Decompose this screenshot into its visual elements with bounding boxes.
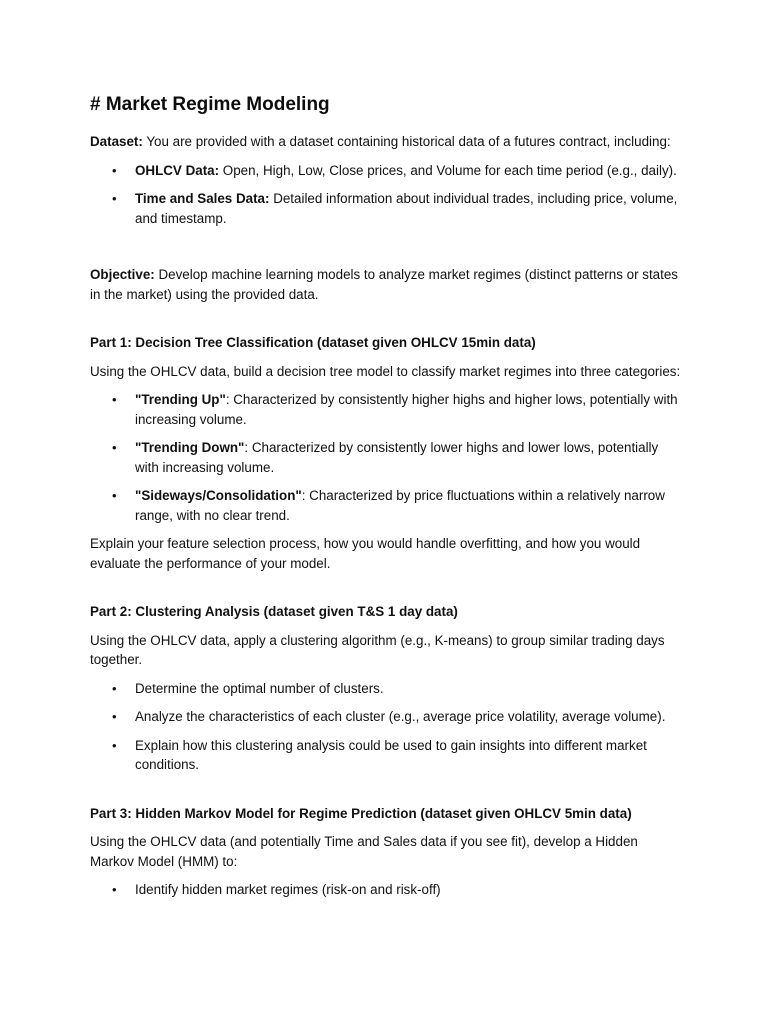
list-item bbox=[90, 189, 682, 228]
bullet-icon: • bbox=[112, 680, 117, 696]
bullet-icon: • bbox=[112, 882, 117, 897]
list-item-text: Explain how this clustering analysis could be used to gain insights into different market conditions. bbox=[135, 737, 647, 772]
list-item-text: Determine the optimal number of clusters. bbox=[135, 680, 384, 696]
list-item-label: Time and Sales Data: bbox=[135, 191, 270, 206]
bullet-icon: • bbox=[112, 440, 117, 455]
page-title: # Market Regime Modeling bbox=[90, 94, 330, 115]
spacer bbox=[90, 582, 682, 602]
part3-intro: Using the OHLCV data (and potentially Time and Sales data if you see fit), develop a Hidden Markov Model (HMM) to: bbox=[90, 834, 638, 869]
objective-label: Objective: bbox=[90, 267, 155, 282]
part1-outro: Explain your feature selection process, how you would handle overfitting, and how you would evaluate the performance of your model. bbox=[90, 536, 641, 571]
list-item bbox=[90, 161, 682, 181]
part2-heading: Part 2: Clustering Analysis (dataset given T&S 1 day data) bbox=[90, 604, 458, 619]
list-item-text: Identify hidden market regimes (risk-on and risk-off) bbox=[135, 882, 441, 897]
objective-paragraph bbox=[90, 265, 682, 304]
list-item-text: Open, High, Low, Close prices, and Volume for each time period (e.g., daily). bbox=[219, 162, 677, 178]
list-item bbox=[90, 707, 682, 727]
objective-text: Develop machine learning models to analyze market regimes (distinct patterns or states in the market) using the provided data. bbox=[90, 267, 678, 302]
spacer bbox=[90, 313, 682, 333]
dataset-paragraph bbox=[90, 132, 682, 152]
bullet-icon: • bbox=[112, 191, 117, 206]
list-item bbox=[90, 486, 682, 525]
spacer bbox=[90, 784, 682, 804]
list-item bbox=[90, 736, 682, 775]
part1-list bbox=[90, 390, 682, 525]
list-item-text: : Characterized by consistently lower highs and lower lows, potentially with increasing volume. bbox=[135, 440, 659, 475]
list-item-text: : Characterized by consistently higher highs and higher lows, potentially with increasing volume. bbox=[135, 392, 678, 427]
part1-heading: Part 1: Decision Tree Classification (dataset given OHLCV 15min data) bbox=[90, 335, 536, 350]
list-item bbox=[90, 880, 682, 900]
dataset-list bbox=[90, 161, 682, 229]
part1-intro: Using the OHLCV data, build a decision tree model to classify market regimes into three categories: bbox=[90, 363, 681, 379]
part3-heading: Part 3: Hidden Markov Model for Regime Prediction (dataset given OHLCV 5min data) bbox=[90, 805, 632, 821]
list-item-text: : Characterized by price fluctuations within a relatively narrow range, with no clear trend. bbox=[135, 488, 665, 523]
list-item-text: Analyze the characteristics of each cluster (e.g., average price volatility, average volume). bbox=[135, 709, 666, 724]
bullet-icon: • bbox=[112, 488, 117, 503]
list-item-label: "Trending Down" bbox=[135, 440, 245, 455]
bullet-icon: • bbox=[112, 737, 117, 753]
list-item-text: Detailed information about individual trades, including price, volume, and timestamp. bbox=[135, 191, 678, 226]
list-item-label: OHLCV Data: bbox=[135, 162, 220, 178]
bullet-icon: • bbox=[112, 709, 117, 724]
part2-intro: Using the OHLCV data, apply a clustering algorithm (e.g., K-means) to group similar trading days together. bbox=[90, 632, 665, 667]
dataset-text: You are provided with a dataset containing historical data of a futures contract, including: bbox=[142, 134, 671, 149]
part3-list bbox=[90, 880, 682, 900]
document-content bbox=[90, 92, 682, 909]
list-item bbox=[90, 390, 682, 429]
list-item bbox=[90, 679, 682, 699]
dataset-label: Dataset: bbox=[90, 134, 143, 149]
part2-list bbox=[90, 679, 682, 775]
spacer bbox=[90, 237, 682, 265]
list-item-label: "Trending Up" bbox=[135, 392, 226, 407]
bullet-icon: • bbox=[112, 392, 117, 407]
bullet-icon: • bbox=[112, 162, 117, 178]
list-item-label: "Sideways/Consolidation" bbox=[135, 488, 302, 503]
list-item bbox=[90, 438, 682, 477]
